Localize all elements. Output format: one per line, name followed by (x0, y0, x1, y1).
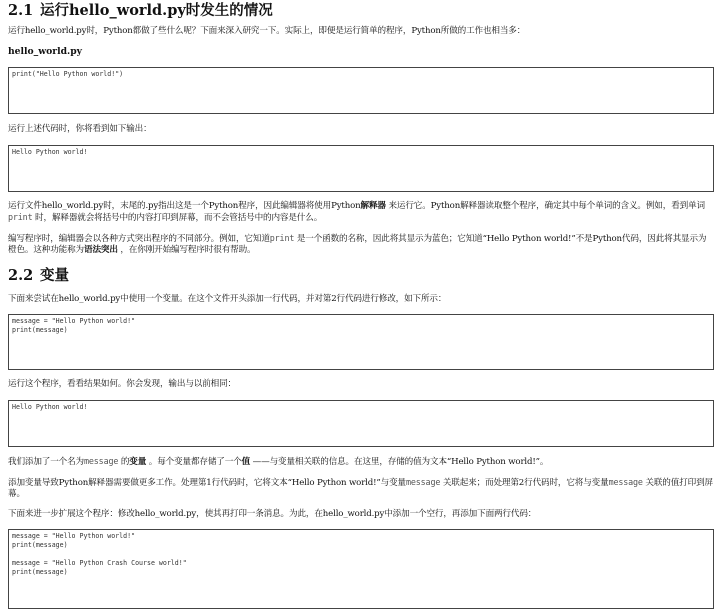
output-block-1: Hello Python world! (8, 145, 714, 192)
paragraph-run-again: 运行这个程序，看看结果如何。你会发现，输出与以前相同： (8, 379, 236, 389)
section-title: 运行hello_world.py时发生的情况 (40, 2, 273, 19)
paragraph-variable-intro: 下面来尝试在hello_world.py中使用一个变量。在这个文件开头添加一行代码，并对第2行代码进行修改，如下所示： (8, 294, 447, 304)
section-number: 2.2 (8, 267, 34, 284)
paragraph-intro: 运行hello_world.py时，Python都做了些什么呢？下面来深入研究一下。实际上，即便是运行简单的程序，Python所做的工作也相当多： (8, 26, 526, 36)
code-block-two-messages: message = "Hello Python world!" print(message) message = "Hello Python Crash Course world!" print(message) (8, 529, 714, 609)
section-number: 2.1 (8, 2, 34, 19)
inline-code-message: message (84, 456, 119, 466)
term-value: 值 (241, 457, 251, 467)
paragraph-extend-program: 下面来进一步扩展这个程序：修改hello_world.py，使其再打印一条消息。为此，在hello_world.py中添加一个空行，再添加下面两行代码： (8, 509, 537, 519)
inline-code-print: print (269, 233, 295, 243)
code-block-variable: message = "Hello Python world!" print(message) (8, 314, 714, 370)
term-interpreter: 解释器 (360, 201, 386, 211)
inline-code-message: message (405, 477, 441, 487)
paragraph-interpreter: 运行文件hello_world.py时，末尾的.py指出这是一个Python程序，因此编辑器将使用Python解释器 来运行它。Python解释器读取整个程序，确定其中每个单词的含义。例如，看到单词print 时，解释器就会将括号中的内容打印到屏幕，而不会管括号中的内容是什么。 (8, 201, 705, 224)
term-syntax-highlighting: 语法突出 (84, 245, 118, 256)
paragraph-syntax-highlighting: 编写程序时，编辑器会以各种方式突出程序的不同部分。例如，它知道print 是一个函数的名称，因此将其显示为蓝色；它知道“Hello Python world!”不是Python代码，因此将其显示为橙色。这种功能称为语法突出 ，在你刚开始编写程序时很有帮助。 (8, 233, 707, 256)
paragraph-variable-explain: 我们添加了一个名为message 的变量 。每个变量都存储了一个值 ——与变量相关联的信息。在这里，存储的值为文本“Hello Python world!”。 (8, 456, 549, 467)
code-block-print: print("Hello Python world!") (8, 67, 714, 114)
section-heading-2-1 (8, 2, 273, 20)
inline-code-print: print (8, 212, 33, 223)
inline-code-message: message (608, 477, 643, 487)
paragraph-output-intro: 运行上述代码时，你将看到如下输出： (8, 124, 152, 134)
output-block-2: Hello Python world! (8, 400, 714, 447)
term-variable: 变量 (129, 457, 147, 467)
section-title: 变量 (40, 267, 69, 284)
paragraph-interpreter-work: 添加变量导致Python解释器需要做更多工作。处理第1行代码时，它将文本“Hello Python world!”与变量message 关联起来；而处理第2行代码时，它将与变量message 关联的值打印到屏幕。 (8, 477, 713, 500)
file-name-label: hello_world.py (8, 46, 82, 57)
section-heading-2-2 (8, 267, 69, 285)
